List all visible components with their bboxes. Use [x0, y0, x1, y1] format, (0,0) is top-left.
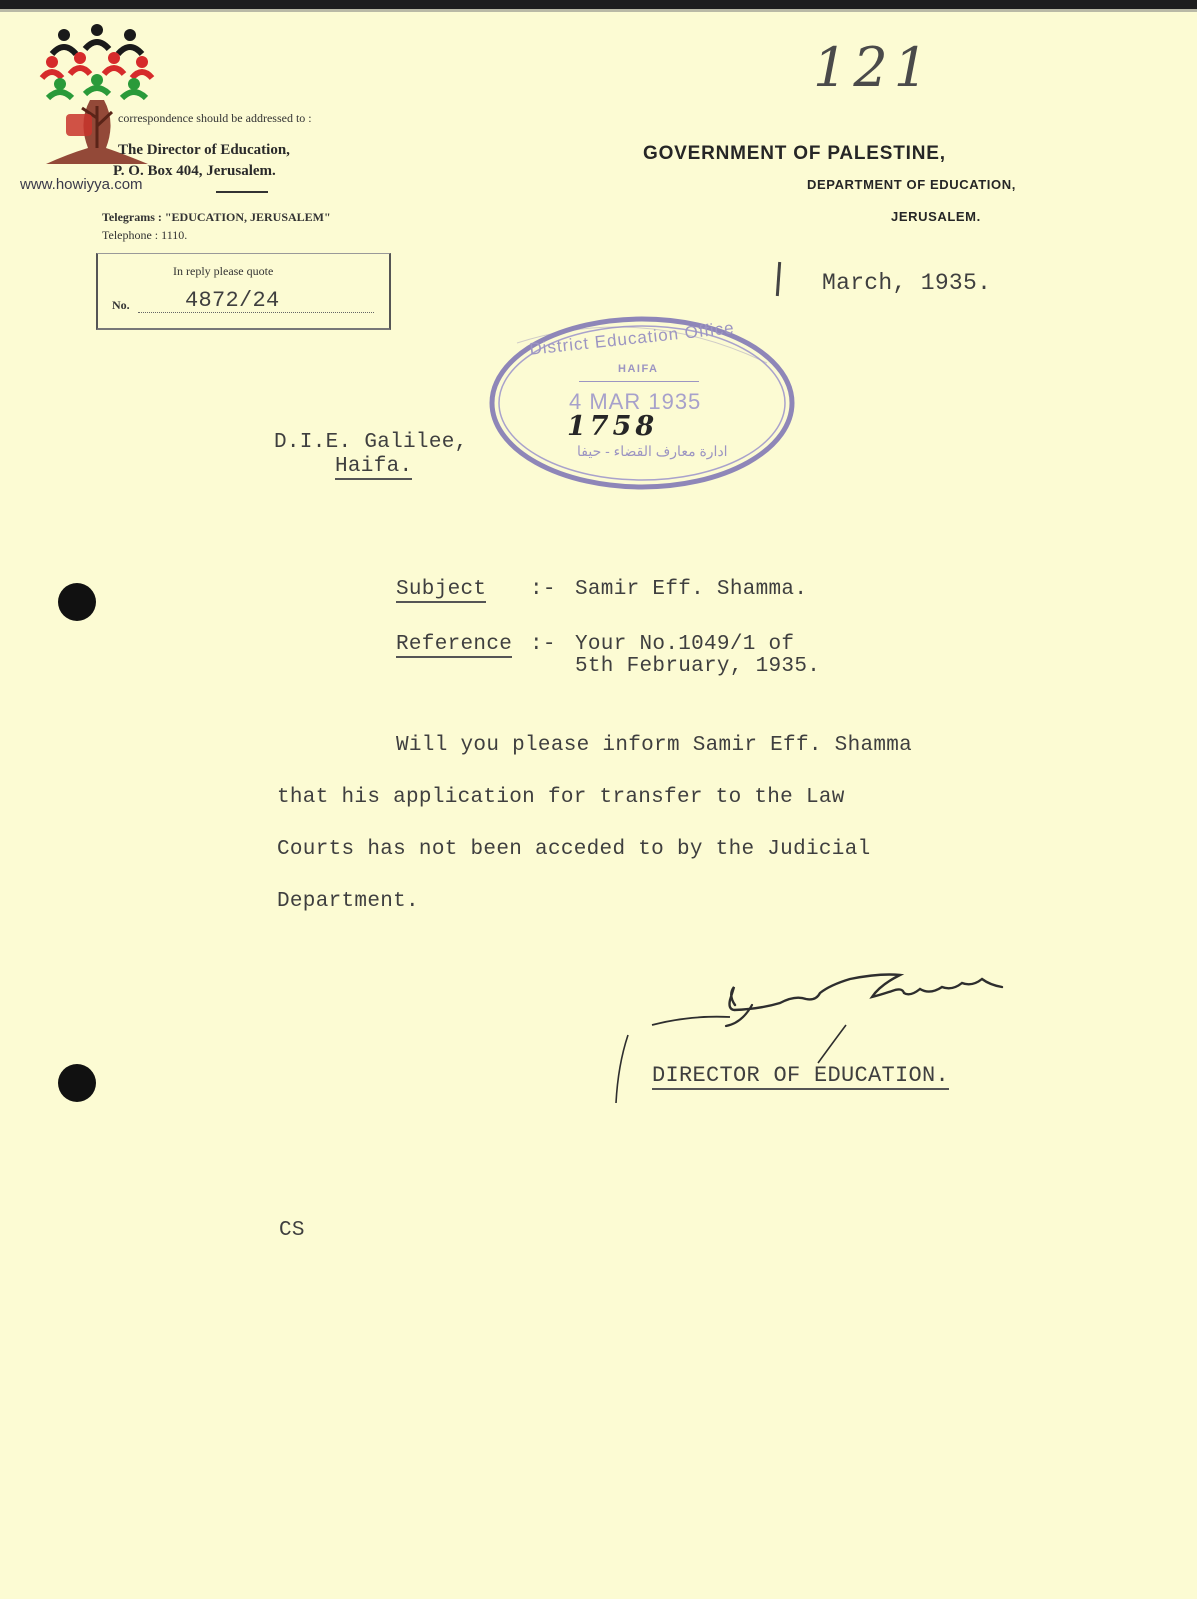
addressee-line1: The Director of Education, — [118, 142, 290, 158]
reference-label: Reference — [396, 633, 513, 656]
subject-label: Subject — [396, 578, 487, 601]
typist-initials: CS — [279, 1219, 305, 1242]
reply-quote-box — [96, 253, 391, 330]
correspondence-note: correspondence should be addressed to : — [118, 111, 312, 125]
watermark-url: www.howiyya.com — [20, 176, 143, 193]
telephone-line: Telephone : 1110. — [102, 228, 188, 242]
punch-hole-bottom — [58, 1064, 96, 1102]
body-line1: Will you please inform Samir Eff. Shamma — [396, 734, 913, 757]
body-line3: Courts has not been acceded to by the Judicial — [277, 838, 871, 861]
addressee-line2: P. O. Box 404, Jerusalem. — [113, 163, 276, 179]
letter-date: March, 1935. — [822, 270, 992, 296]
stamp-arabic-text: ادارة معارف القضاء - حيفا — [577, 443, 728, 459]
body-line2: that his application for transfer to the Law — [277, 786, 845, 809]
recipient-line2: Haifa. — [335, 455, 413, 478]
stamp-top-text: District Education Office — [528, 318, 736, 359]
reference-line2: 5th February, 1935. — [575, 655, 821, 678]
scan-top-border-shadow — [0, 9, 1197, 12]
telegrams-line: Telegrams : "EDUCATION, JERUSALEM" — [102, 210, 331, 224]
body-line4: Department. — [277, 890, 419, 913]
reference-number: 4872/24 — [185, 288, 280, 313]
reply-label: In reply please quote — [173, 264, 274, 278]
handwritten-page-number: 121 — [813, 36, 935, 99]
subject-separator: :- — [530, 578, 556, 601]
punch-hole-top — [58, 583, 96, 621]
reference-line1: Your No.1049/1 of — [575, 633, 795, 656]
date-day-mark — [776, 262, 781, 296]
scan-top-border — [0, 0, 1197, 9]
letterhead-divider — [216, 191, 268, 193]
department-title: DEPARTMENT OF EDUCATION, — [807, 177, 1016, 192]
district-education-stamp — [487, 313, 797, 493]
stamp-divider — [579, 381, 699, 382]
subject-text: Samir Eff. Shamma. — [575, 578, 808, 601]
stamp-city: HAIFA — [618, 363, 659, 375]
city-title: JERUSALEM. — [891, 209, 981, 224]
no-label: No. — [112, 298, 130, 312]
recipient-line1: D.I.E. Galilee, — [274, 431, 468, 454]
signature-title: DIRECTOR OF EDUCATION. — [652, 1063, 950, 1088]
reference-separator: :- — [530, 633, 556, 656]
government-title: GOVERNMENT OF PALESTINE, — [643, 143, 946, 164]
stamp-number: 1758 — [567, 411, 659, 442]
stamp-date: 4 MAR 1935 — [569, 389, 702, 414]
